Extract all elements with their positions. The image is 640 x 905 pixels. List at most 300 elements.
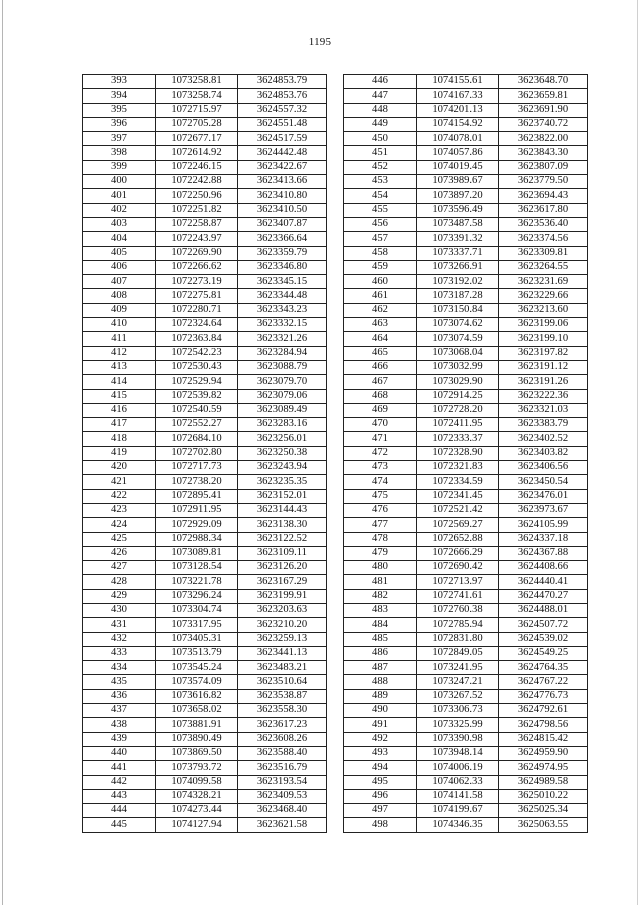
table-row — [344, 646, 588, 660]
point-number-cell: 449 — [344, 117, 417, 131]
point-number-cell: 420 — [83, 461, 156, 475]
y-coordinate-cell: 3623510.64 — [238, 675, 327, 689]
point-number-cell: 445 — [83, 818, 156, 832]
x-coordinate-cell: 1072702.80 — [156, 446, 238, 460]
x-coordinate-cell: 1073029.90 — [417, 375, 499, 389]
table-row — [344, 675, 588, 689]
table-row — [83, 532, 327, 546]
point-number-cell: 476 — [344, 503, 417, 517]
table-row — [83, 704, 327, 718]
y-coordinate-cell: 3623843.30 — [499, 146, 588, 160]
point-number-cell: 430 — [83, 603, 156, 617]
point-number-cell: 469 — [344, 403, 417, 417]
y-coordinate-cell: 3623410.80 — [238, 189, 327, 203]
point-number-cell: 446 — [344, 75, 417, 89]
point-number-cell: 405 — [83, 246, 156, 260]
point-number-cell: 475 — [344, 489, 417, 503]
table-row — [344, 89, 588, 103]
y-coordinate-cell: 3623558.30 — [238, 704, 327, 718]
point-number-cell: 437 — [83, 704, 156, 718]
table-row — [344, 704, 588, 718]
x-coordinate-cell: 1072728.20 — [417, 403, 499, 417]
x-coordinate-cell: 1073989.67 — [417, 175, 499, 189]
point-number-cell: 479 — [344, 546, 417, 560]
y-coordinate-cell: 3623284.94 — [238, 346, 327, 360]
y-coordinate-cell: 3624974.95 — [499, 761, 588, 775]
y-coordinate-cell: 3623210.20 — [238, 618, 327, 632]
x-coordinate-cell: 1073187.28 — [417, 289, 499, 303]
table-row — [344, 203, 588, 217]
table-row — [344, 818, 588, 832]
y-coordinate-cell: 3623222.36 — [499, 389, 588, 403]
table-row — [83, 718, 327, 732]
table-row — [83, 775, 327, 789]
table-row — [83, 175, 327, 189]
x-coordinate-cell: 1074078.01 — [417, 132, 499, 146]
y-coordinate-cell: 3623483.21 — [238, 661, 327, 675]
table-row — [83, 446, 327, 460]
x-coordinate-cell: 1074167.33 — [417, 89, 499, 103]
x-coordinate-cell: 1073390.98 — [417, 732, 499, 746]
y-coordinate-cell: 3624367.88 — [499, 546, 588, 560]
point-number-cell: 471 — [344, 432, 417, 446]
y-coordinate-cell: 3623089.49 — [238, 403, 327, 417]
x-coordinate-cell: 1072324.64 — [156, 318, 238, 332]
point-number-cell: 431 — [83, 618, 156, 632]
x-coordinate-cell: 1072341.45 — [417, 489, 499, 503]
x-coordinate-cell: 1073258.74 — [156, 89, 238, 103]
x-coordinate-cell: 1073513.79 — [156, 646, 238, 660]
x-coordinate-cell: 1072269.90 — [156, 246, 238, 260]
table-row — [83, 475, 327, 489]
x-coordinate-cell: 1074154.92 — [417, 117, 499, 131]
table-row — [344, 518, 588, 532]
x-coordinate-cell: 1073574.09 — [156, 675, 238, 689]
x-coordinate-cell: 1073391.32 — [417, 232, 499, 246]
table-row — [83, 489, 327, 503]
point-number-cell: 461 — [344, 289, 417, 303]
table-row — [83, 603, 327, 617]
y-coordinate-cell: 3623740.72 — [499, 117, 588, 131]
table-row — [83, 275, 327, 289]
y-coordinate-cell: 3623538.87 — [238, 689, 327, 703]
coordinates-table-left — [82, 74, 327, 833]
table-row — [344, 75, 588, 89]
table-row — [344, 446, 588, 460]
y-coordinate-cell: 3623621.58 — [238, 818, 327, 832]
y-coordinate-cell: 3623648.70 — [499, 75, 588, 89]
table-row — [83, 360, 327, 374]
table-row — [83, 561, 327, 575]
point-number-cell: 496 — [344, 789, 417, 803]
x-coordinate-cell: 1072251.82 — [156, 203, 238, 217]
x-coordinate-cell: 1072614.92 — [156, 146, 238, 160]
y-coordinate-cell: 3623332.15 — [238, 318, 327, 332]
point-number-cell: 436 — [83, 689, 156, 703]
table-row — [83, 789, 327, 803]
y-coordinate-cell: 3623199.10 — [499, 332, 588, 346]
point-number-cell: 404 — [83, 232, 156, 246]
point-number-cell: 498 — [344, 818, 417, 832]
table-row — [344, 603, 588, 617]
x-coordinate-cell: 1073266.91 — [417, 260, 499, 274]
y-coordinate-cell: 3623476.01 — [499, 489, 588, 503]
point-number-cell: 463 — [344, 318, 417, 332]
y-coordinate-cell: 3624989.58 — [499, 775, 588, 789]
point-number-cell: 406 — [83, 260, 156, 274]
point-number-cell: 421 — [83, 475, 156, 489]
table-row — [83, 575, 327, 589]
table-row — [83, 503, 327, 517]
y-coordinate-cell: 3623822.00 — [499, 132, 588, 146]
x-coordinate-cell: 1072521.42 — [417, 503, 499, 517]
point-number-cell: 412 — [83, 346, 156, 360]
y-coordinate-cell: 3624764.35 — [499, 661, 588, 675]
table-row — [344, 532, 588, 546]
y-coordinate-cell: 3623079.06 — [238, 389, 327, 403]
y-coordinate-cell: 3623345.15 — [238, 275, 327, 289]
table-row — [344, 461, 588, 475]
point-number-cell: 472 — [344, 446, 417, 460]
y-coordinate-cell: 3624408.66 — [499, 561, 588, 575]
table-row — [83, 318, 327, 332]
point-number-cell: 468 — [344, 389, 417, 403]
point-number-cell: 458 — [344, 246, 417, 260]
y-coordinate-cell: 3623694.43 — [499, 189, 588, 203]
y-coordinate-cell: 3623191.12 — [499, 360, 588, 374]
table-row — [83, 675, 327, 689]
x-coordinate-cell: 1073948.14 — [417, 746, 499, 760]
table-row — [344, 160, 588, 174]
table-row — [83, 418, 327, 432]
x-coordinate-cell: 1073890.49 — [156, 732, 238, 746]
x-coordinate-cell: 1074019.45 — [417, 160, 499, 174]
y-coordinate-cell: 3624959.90 — [499, 746, 588, 760]
y-coordinate-cell: 3624507.72 — [499, 618, 588, 632]
table-row — [83, 389, 327, 403]
y-coordinate-cell: 3624853.79 — [238, 75, 327, 89]
y-coordinate-cell: 3623450.54 — [499, 475, 588, 489]
x-coordinate-cell: 1073317.95 — [156, 618, 238, 632]
x-coordinate-cell: 1073304.74 — [156, 603, 238, 617]
y-coordinate-cell: 3623309.81 — [499, 246, 588, 260]
table-row — [344, 289, 588, 303]
table-row — [344, 804, 588, 818]
x-coordinate-cell: 1073296.24 — [156, 589, 238, 603]
y-coordinate-cell: 3623250.38 — [238, 446, 327, 460]
point-number-cell: 411 — [83, 332, 156, 346]
x-coordinate-cell: 1073487.58 — [417, 217, 499, 231]
table-row — [83, 203, 327, 217]
x-coordinate-cell: 1072705.28 — [156, 117, 238, 131]
point-number-cell: 480 — [344, 561, 417, 575]
table-row — [344, 332, 588, 346]
point-number-cell: 490 — [344, 704, 417, 718]
point-number-cell: 403 — [83, 217, 156, 231]
y-coordinate-cell: 3625025.34 — [499, 804, 588, 818]
y-coordinate-cell: 3623144.43 — [238, 503, 327, 517]
point-number-cell: 414 — [83, 375, 156, 389]
x-coordinate-cell: 1073616.82 — [156, 689, 238, 703]
x-coordinate-cell: 1072738.20 — [156, 475, 238, 489]
y-coordinate-cell: 3624539.02 — [499, 632, 588, 646]
x-coordinate-cell: 1072911.95 — [156, 503, 238, 517]
x-coordinate-cell: 1074141.58 — [417, 789, 499, 803]
point-number-cell: 439 — [83, 732, 156, 746]
table-row — [344, 146, 588, 160]
table-row — [83, 160, 327, 174]
y-coordinate-cell: 3624440.41 — [499, 575, 588, 589]
table-row — [83, 632, 327, 646]
table-row — [344, 246, 588, 260]
y-coordinate-cell: 3623659.81 — [499, 89, 588, 103]
table-row — [344, 360, 588, 374]
point-number-cell: 423 — [83, 503, 156, 517]
table-row — [344, 175, 588, 189]
y-coordinate-cell: 3623779.50 — [499, 175, 588, 189]
x-coordinate-cell: 1072895.41 — [156, 489, 238, 503]
x-coordinate-cell: 1073241.95 — [417, 661, 499, 675]
table-row — [83, 189, 327, 203]
table-row — [344, 403, 588, 417]
x-coordinate-cell: 1072333.37 — [417, 432, 499, 446]
y-coordinate-cell: 3623193.54 — [238, 775, 327, 789]
x-coordinate-cell: 1072552.27 — [156, 418, 238, 432]
point-number-cell: 427 — [83, 561, 156, 575]
x-coordinate-cell: 1072273.19 — [156, 275, 238, 289]
point-number-cell: 455 — [344, 203, 417, 217]
x-coordinate-cell: 1072569.27 — [417, 518, 499, 532]
x-coordinate-cell: 1072275.81 — [156, 289, 238, 303]
x-coordinate-cell: 1072684.10 — [156, 432, 238, 446]
y-coordinate-cell: 3624337.18 — [499, 532, 588, 546]
y-coordinate-cell: 3625063.55 — [499, 818, 588, 832]
point-number-cell: 409 — [83, 303, 156, 317]
table-row — [83, 132, 327, 146]
point-number-cell: 465 — [344, 346, 417, 360]
y-coordinate-cell: 3623199.91 — [238, 589, 327, 603]
point-number-cell: 451 — [344, 146, 417, 160]
y-coordinate-cell: 3624815.42 — [499, 732, 588, 746]
x-coordinate-cell: 1074127.94 — [156, 818, 238, 832]
x-coordinate-cell: 1072690.42 — [417, 561, 499, 575]
x-coordinate-cell: 1072929.09 — [156, 518, 238, 532]
point-number-cell: 407 — [83, 275, 156, 289]
y-coordinate-cell: 3624517.59 — [238, 132, 327, 146]
x-coordinate-cell: 1072677.17 — [156, 132, 238, 146]
x-coordinate-cell: 1072831.80 — [417, 632, 499, 646]
x-coordinate-cell: 1073068.04 — [417, 346, 499, 360]
y-coordinate-cell: 3623231.69 — [499, 275, 588, 289]
point-number-cell: 457 — [344, 232, 417, 246]
table-row — [83, 518, 327, 532]
point-number-cell: 410 — [83, 318, 156, 332]
point-number-cell: 486 — [344, 646, 417, 660]
table-row — [83, 804, 327, 818]
point-number-cell: 444 — [83, 804, 156, 818]
y-coordinate-cell: 3623199.06 — [499, 318, 588, 332]
point-number-cell: 399 — [83, 160, 156, 174]
y-coordinate-cell: 3623197.82 — [499, 346, 588, 360]
point-number-cell: 424 — [83, 518, 156, 532]
table-row — [83, 375, 327, 389]
table-row — [83, 217, 327, 231]
table-row — [344, 589, 588, 603]
point-number-cell: 432 — [83, 632, 156, 646]
x-coordinate-cell: 1074062.33 — [417, 775, 499, 789]
point-number-cell: 466 — [344, 360, 417, 374]
x-coordinate-cell: 1073596.49 — [417, 203, 499, 217]
y-coordinate-cell: 3624488.01 — [499, 603, 588, 617]
table-row — [344, 432, 588, 446]
x-coordinate-cell: 1073074.59 — [417, 332, 499, 346]
x-coordinate-cell: 1072849.05 — [417, 646, 499, 660]
x-coordinate-cell: 1072242.88 — [156, 175, 238, 189]
y-coordinate-cell: 3624551.48 — [238, 117, 327, 131]
point-number-cell: 422 — [83, 489, 156, 503]
x-coordinate-cell: 1073658.02 — [156, 704, 238, 718]
table-row — [344, 732, 588, 746]
table-row — [344, 303, 588, 317]
point-number-cell: 456 — [344, 217, 417, 231]
y-coordinate-cell: 3623191.26 — [499, 375, 588, 389]
point-number-cell: 483 — [344, 603, 417, 617]
y-coordinate-cell: 3623203.63 — [238, 603, 327, 617]
table-row — [344, 489, 588, 503]
y-coordinate-cell: 3623410.50 — [238, 203, 327, 217]
x-coordinate-cell: 1073881.91 — [156, 718, 238, 732]
y-coordinate-cell: 3625010.22 — [499, 789, 588, 803]
x-coordinate-cell: 1072411.95 — [417, 418, 499, 432]
point-number-cell: 459 — [344, 260, 417, 274]
table-row — [344, 718, 588, 732]
x-coordinate-cell: 1074006.19 — [417, 761, 499, 775]
x-coordinate-cell: 1072914.25 — [417, 389, 499, 403]
x-coordinate-cell: 1074328.21 — [156, 789, 238, 803]
table-row — [344, 618, 588, 632]
y-coordinate-cell: 3623617.80 — [499, 203, 588, 217]
table-row — [83, 818, 327, 832]
point-number-cell: 417 — [83, 418, 156, 432]
y-coordinate-cell: 3623126.20 — [238, 561, 327, 575]
y-coordinate-cell: 3623264.55 — [499, 260, 588, 274]
point-number-cell: 448 — [344, 103, 417, 117]
y-coordinate-cell: 3623807.09 — [499, 160, 588, 174]
y-coordinate-cell: 3623343.23 — [238, 303, 327, 317]
y-coordinate-cell: 3623973.67 — [499, 503, 588, 517]
point-number-cell: 419 — [83, 446, 156, 460]
table-row — [344, 632, 588, 646]
x-coordinate-cell: 1072785.94 — [417, 618, 499, 632]
point-number-cell: 418 — [83, 432, 156, 446]
point-number-cell: 447 — [344, 89, 417, 103]
point-number-cell: 474 — [344, 475, 417, 489]
table-row — [344, 418, 588, 432]
x-coordinate-cell: 1072280.71 — [156, 303, 238, 317]
x-coordinate-cell: 1073869.50 — [156, 746, 238, 760]
x-coordinate-cell: 1073074.62 — [417, 318, 499, 332]
y-coordinate-cell: 3623235.35 — [238, 475, 327, 489]
table-row — [83, 117, 327, 131]
point-number-cell: 484 — [344, 618, 417, 632]
table-row — [83, 303, 327, 317]
y-coordinate-cell: 3624792.61 — [499, 704, 588, 718]
point-number-cell: 492 — [344, 732, 417, 746]
table-row — [344, 117, 588, 131]
table-row — [83, 75, 327, 89]
table-row — [83, 232, 327, 246]
point-number-cell: 394 — [83, 89, 156, 103]
x-coordinate-cell: 1073306.73 — [417, 704, 499, 718]
point-number-cell: 478 — [344, 532, 417, 546]
point-number-cell: 429 — [83, 589, 156, 603]
x-coordinate-cell: 1073258.81 — [156, 75, 238, 89]
y-coordinate-cell: 3623213.60 — [499, 303, 588, 317]
point-number-cell: 426 — [83, 546, 156, 560]
point-number-cell: 453 — [344, 175, 417, 189]
y-coordinate-cell: 3623359.79 — [238, 246, 327, 260]
table-row — [344, 546, 588, 560]
y-coordinate-cell: 3623167.29 — [238, 575, 327, 589]
x-coordinate-cell: 1072540.59 — [156, 403, 238, 417]
point-number-cell: 493 — [344, 746, 417, 760]
point-number-cell: 467 — [344, 375, 417, 389]
point-number-cell: 441 — [83, 761, 156, 775]
x-coordinate-cell: 1072328.90 — [417, 446, 499, 460]
table-row — [344, 561, 588, 575]
table-row — [344, 475, 588, 489]
y-coordinate-cell: 3623409.53 — [238, 789, 327, 803]
table-row — [83, 732, 327, 746]
y-coordinate-cell: 3623691.90 — [499, 103, 588, 117]
x-coordinate-cell: 1073405.31 — [156, 632, 238, 646]
table-row — [83, 746, 327, 760]
point-number-cell: 473 — [344, 461, 417, 475]
y-coordinate-cell: 3624776.73 — [499, 689, 588, 703]
table-row — [344, 389, 588, 403]
x-coordinate-cell: 1072363.84 — [156, 332, 238, 346]
point-number-cell: 398 — [83, 146, 156, 160]
table-row — [344, 775, 588, 789]
point-number-cell: 495 — [344, 775, 417, 789]
y-coordinate-cell: 3624442.48 — [238, 146, 327, 160]
point-number-cell: 491 — [344, 718, 417, 732]
table-row — [344, 275, 588, 289]
x-coordinate-cell: 1072530.43 — [156, 360, 238, 374]
point-number-cell: 482 — [344, 589, 417, 603]
y-coordinate-cell: 3623109.11 — [238, 546, 327, 560]
table-row — [83, 432, 327, 446]
x-coordinate-cell: 1074057.86 — [417, 146, 499, 160]
x-coordinate-cell: 1072250.96 — [156, 189, 238, 203]
point-number-cell: 487 — [344, 661, 417, 675]
table-row — [83, 403, 327, 417]
table-row — [344, 689, 588, 703]
table-row — [83, 661, 327, 675]
table-row — [83, 589, 327, 603]
x-coordinate-cell: 1073897.20 — [417, 189, 499, 203]
y-coordinate-cell: 3624549.25 — [499, 646, 588, 660]
table-row — [83, 260, 327, 274]
y-coordinate-cell: 3624470.27 — [499, 589, 588, 603]
x-coordinate-cell: 1072717.73 — [156, 461, 238, 475]
point-number-cell: 494 — [344, 761, 417, 775]
table-row — [83, 146, 327, 160]
table-row — [83, 289, 327, 303]
table-row — [83, 103, 327, 117]
x-coordinate-cell: 1072529.94 — [156, 375, 238, 389]
x-coordinate-cell: 1072539.82 — [156, 389, 238, 403]
